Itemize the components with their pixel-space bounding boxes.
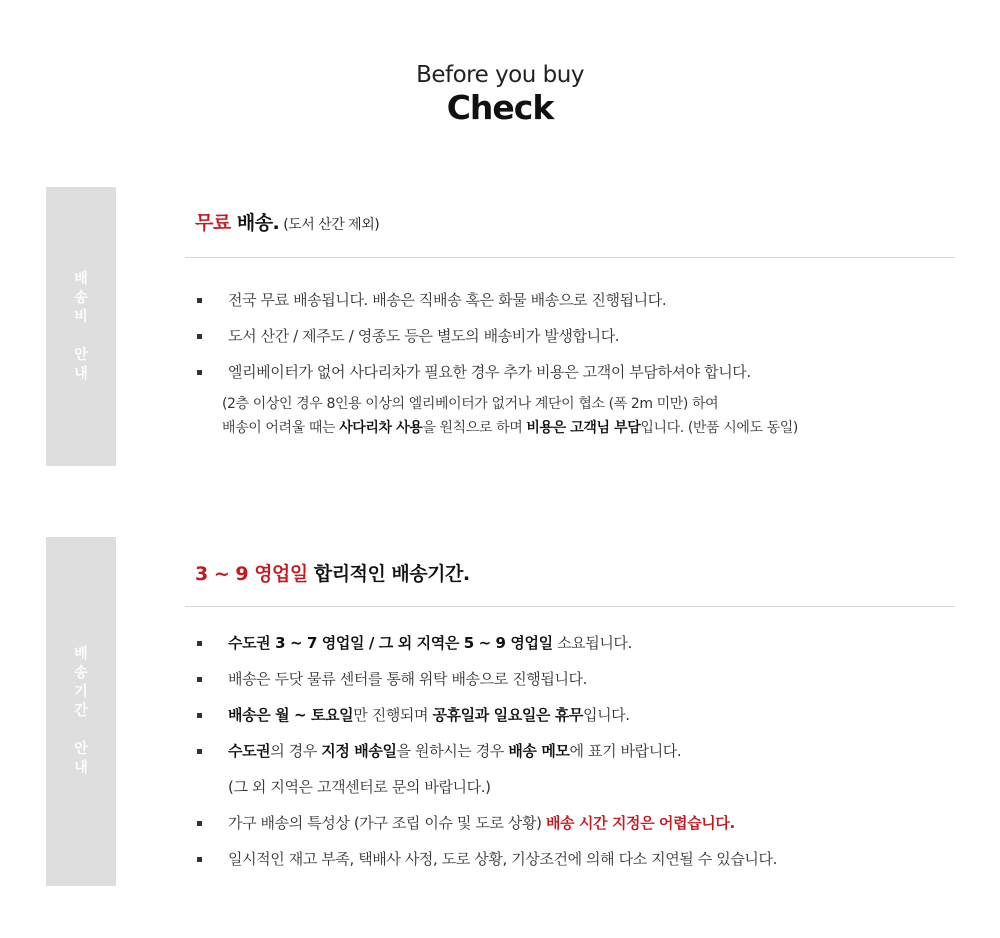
shipping-fee-side-tab <box>46 187 116 466</box>
side-tab-char: 내 <box>74 760 88 776</box>
bullet-icon <box>197 334 202 339</box>
ladder-truck-note <box>222 392 798 440</box>
title-note: (도서 산간 제외) <box>279 217 380 233</box>
bullet-icon <box>197 298 202 303</box>
bullet-icon <box>197 821 202 826</box>
page-subtitle: Before you buy <box>416 62 584 88</box>
page-title: Check <box>446 88 554 127</box>
list-item <box>195 354 965 390</box>
delivery-period-side-tab <box>46 537 116 886</box>
list-item-note: (그 외 지역은 고객센터로 문의 바랍니다.) <box>228 778 491 796</box>
side-tab-char: 내 <box>74 365 88 382</box>
section-divider <box>185 257 955 258</box>
bullet-icon <box>197 370 202 375</box>
bullet-icon <box>197 857 202 862</box>
side-tab-char: 배 <box>74 270 88 287</box>
bullet-icon <box>197 713 202 718</box>
list-item: 수도권 3 ~ 7 영업일 / 그 외 지역은 5 ~ 9 영업일 소요됩니다. <box>195 625 965 661</box>
bullet-icon <box>197 749 202 754</box>
bullet-icon <box>197 677 202 682</box>
side-tab-char: 기 <box>74 684 88 700</box>
note-line: (2층 이상인 경우 8인용 이상의 엘리베이터가 없거나 계단이 협소 (폭 2m 미만) 하여 <box>222 396 719 412</box>
title-highlight: 무료 <box>195 212 231 234</box>
side-tab-char: 송 <box>74 665 88 681</box>
title-text: 배송. <box>230 212 280 234</box>
list-item <box>195 318 965 354</box>
note-line: 배송이 어려울 때는 사다리차 사용을 원칙으로 하며 비용은 고객님 부담입니다. (반품 시에도 동일) <box>222 420 798 436</box>
list-item-text: 엘리베이터가 없어 사다리차가 필요한 경우 추가 비용은 고객이 부담하셔야 합니다. <box>228 363 751 381</box>
list-item: 수도권의 경우 지정 배송일을 원하시는 경우 배송 메모에 표기 바랍니다. <box>195 733 965 769</box>
side-tab-char: 송 <box>74 289 88 306</box>
list-item: 배송은 월 ~ 토요일만 진행되며 공휴일과 일요일은 휴무입니다. <box>195 697 965 733</box>
title-text: 합리적인 배송기간. <box>307 563 470 585</box>
list-item: 일시적인 재고 부족, 택배사 사정, 도로 상황, 기상조건에 의해 다소 지연될 수 있습니다. <box>195 841 965 877</box>
side-tab-char: 비 <box>74 308 88 325</box>
list-item-text: 도서 산간 / 제주도 / 영종도 등은 별도의 배송비가 발생합니다. <box>228 327 620 345</box>
side-tab-char: 간 <box>74 703 88 719</box>
list-item-text: 전국 무료 배송됩니다. 배송은 직배송 혹은 화물 배송으로 진행됩니다. <box>228 291 667 309</box>
section-divider <box>185 606 955 607</box>
side-tab-char: 안 <box>74 741 88 757</box>
bullet-icon <box>197 641 202 646</box>
list-item: 가구 배송의 특성상 (가구 조립 이슈 및 도로 상황) 배송 시간 지정은 어렵습니다. <box>195 805 965 841</box>
title-highlight: 3 ~ 9 영업일 <box>195 563 308 585</box>
page-header <box>0 62 1000 128</box>
delivery-period-list <box>195 625 965 877</box>
side-tab-char: 배 <box>74 646 88 662</box>
list-item <box>195 282 965 318</box>
side-tab-char: 안 <box>74 346 88 363</box>
list-item: 배송은 두닷 물류 센터를 통해 위탁 배송으로 진행됩니다. <box>195 661 965 697</box>
shipping-fee-title <box>195 208 379 235</box>
delivery-period-title <box>195 559 470 586</box>
shipping-fee-list <box>195 282 965 390</box>
